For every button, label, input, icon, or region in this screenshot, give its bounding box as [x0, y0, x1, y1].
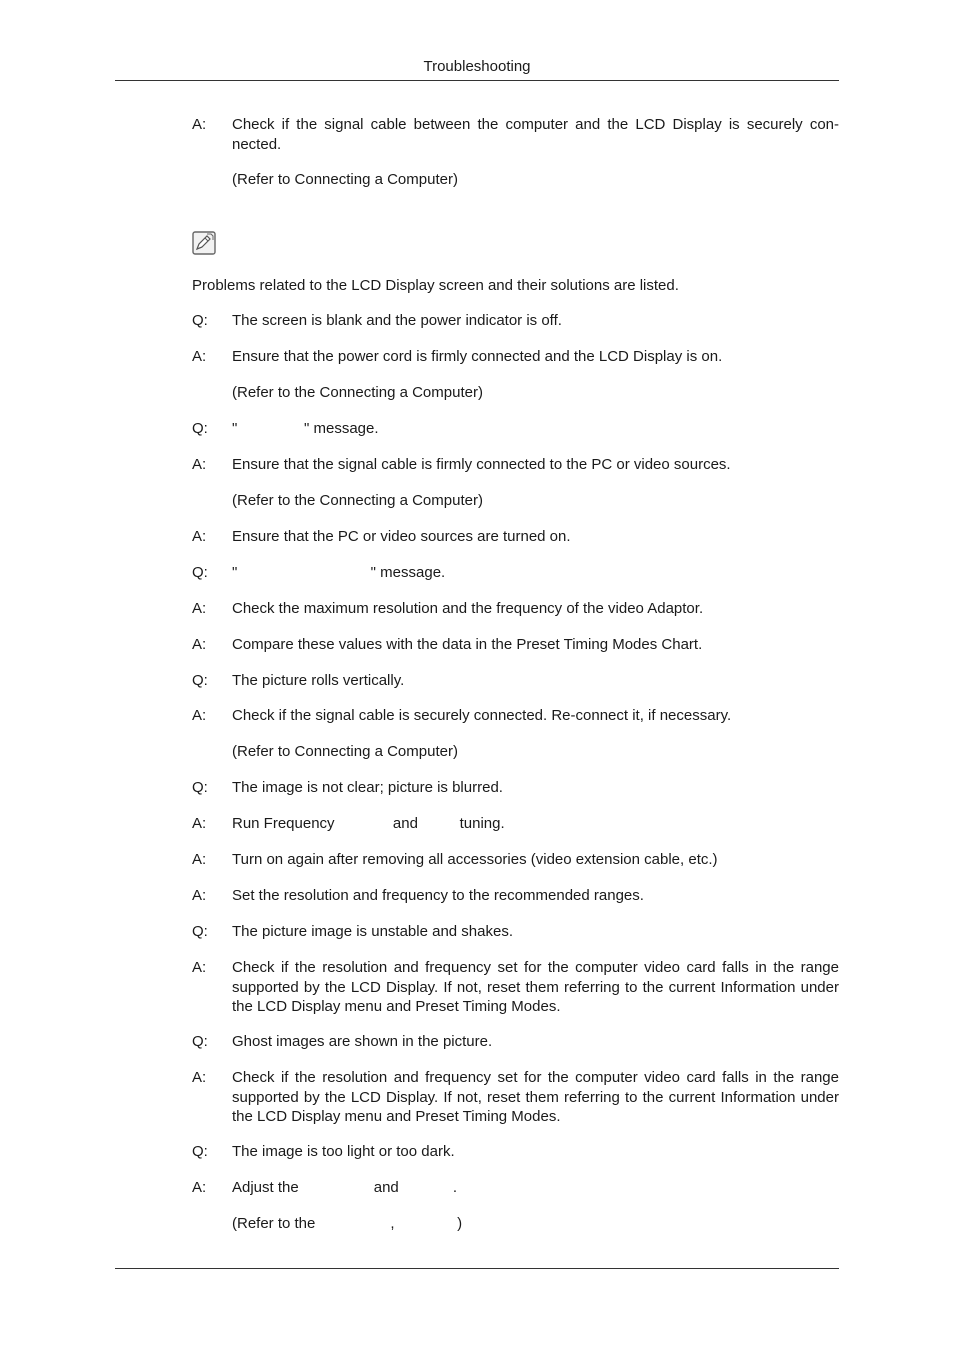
question-tag: Q:: [192, 420, 208, 437]
question-text: The picture rolls vertically.: [232, 672, 405, 689]
answer-tag: A:: [192, 116, 207, 133]
answer-text: Check if the resolution and frequency set for the computer video card falls in the range supported by the LCD Display. If not, reset them referring to the current Information under the LCD Display menu and Preset Timing Modes.: [232, 1069, 839, 1125]
answer-item: [192, 1068, 839, 1127]
answer-tag: A:: [192, 348, 207, 365]
question-item: [192, 1032, 839, 1052]
answer-text: Ensure that the power cord is firmly connected and the LCD Display is on.: [232, 348, 723, 365]
answer-tag: A:: [192, 600, 207, 617]
answer-text: Check if the signal cable between the computer and the LCD Display is securely con-nected.: [232, 116, 839, 153]
answer-item: [192, 814, 839, 834]
answer-text: Turn on again after removing all accessories (video extension cable, etc.): [232, 851, 718, 868]
answer-item: [192, 958, 839, 1017]
question-text: The picture image is unstable and shakes.: [232, 923, 513, 940]
question-tag: Q:: [192, 923, 208, 940]
question-tag: Q:: [192, 1033, 208, 1050]
reference-text: (Refer to Connecting a Computer): [232, 743, 458, 760]
question-item: [192, 419, 839, 439]
answer-tag: A:: [192, 528, 207, 545]
page-header-title: Troubleshooting: [423, 58, 531, 75]
question-text: " " message.: [232, 420, 379, 437]
answer-item: [192, 527, 839, 547]
reference-text: (Refer to Connecting a Computer): [232, 171, 458, 188]
reference-item: [192, 383, 839, 403]
reference-item: [192, 742, 839, 762]
question-item: [192, 778, 839, 798]
footer-divider: [115, 1268, 839, 1269]
answer-tag: A:: [192, 1179, 207, 1196]
answer-tag: A:: [192, 707, 207, 724]
answer-item: [192, 850, 839, 870]
answer-text: Check the maximum resolution and the frequency of the video Adaptor.: [232, 600, 704, 617]
question-item: [192, 1142, 839, 1162]
question-text: The screen is blank and the power indicator is off.: [232, 312, 562, 329]
question-tag: Q:: [192, 672, 208, 689]
answer-tag: A:: [192, 959, 207, 976]
answer-item: [192, 599, 839, 619]
answer-text: Ensure that the PC or video sources are turned on.: [232, 528, 571, 545]
answer-text: Ensure that the signal cable is firmly connected to the PC or video sources.: [232, 456, 731, 473]
answer-text: Check if the resolution and frequency set for the computer video card falls in the range supported by the LCD Display. If not, reset them referring to the current Information under the LCD Display menu and Preset Timing Modes.: [232, 959, 839, 1015]
answer-item: [192, 347, 839, 367]
question-tag: Q:: [192, 312, 208, 329]
answer-tag: A:: [192, 851, 207, 868]
answer-tag: A:: [192, 887, 207, 904]
answer-item: [192, 635, 839, 655]
header-divider: [115, 80, 839, 81]
question-tag: Q:: [192, 779, 208, 796]
question-item: [192, 563, 839, 583]
reference-text: (Refer to the , ): [232, 1215, 463, 1232]
answer-item: [192, 706, 839, 726]
answer-item: [192, 886, 839, 906]
question-item: [192, 671, 839, 691]
answer-item: [192, 455, 839, 475]
answer-tag: A:: [192, 815, 207, 832]
answer-text: Run Frequency and tuning.: [232, 815, 505, 832]
question-text: " " message.: [232, 564, 446, 581]
answer-text: Compare these values with the data in the Preset Timing Modes Chart.: [232, 636, 703, 653]
reference-text: (Refer to the Connecting a Computer): [232, 384, 483, 401]
section-intro: [192, 276, 839, 296]
answer-text: Set the resolution and frequency to the recommended ranges.: [232, 887, 644, 904]
answer-item: [192, 115, 839, 154]
question-tag: Q:: [192, 1143, 208, 1160]
answer-item: [192, 1178, 839, 1198]
question-item: [192, 311, 839, 331]
question-text: Ghost images are shown in the picture.: [232, 1033, 493, 1050]
answer-tag: A:: [192, 636, 207, 653]
question-tag: Q:: [192, 564, 208, 581]
reference-text: (Refer to the Connecting a Computer): [232, 492, 483, 509]
reference-item: [192, 491, 839, 511]
question-text: The image is too light or too dark.: [232, 1143, 455, 1160]
reference-item: [192, 170, 839, 190]
reference-item: [192, 1214, 839, 1234]
answer-tag: A:: [192, 456, 207, 473]
note-pencil-icon: [192, 231, 216, 255]
question-text: The image is not clear; picture is blurred.: [232, 779, 503, 796]
intro-text: Problems related to the LCD Display screen and their solutions are listed.: [192, 277, 679, 294]
question-item: [192, 922, 839, 942]
answer-text: Check if the signal cable is securely connected. Re-connect it, if necessary.: [232, 707, 732, 724]
answer-text: Adjust the and .: [232, 1179, 458, 1196]
answer-tag: A:: [192, 1069, 207, 1086]
